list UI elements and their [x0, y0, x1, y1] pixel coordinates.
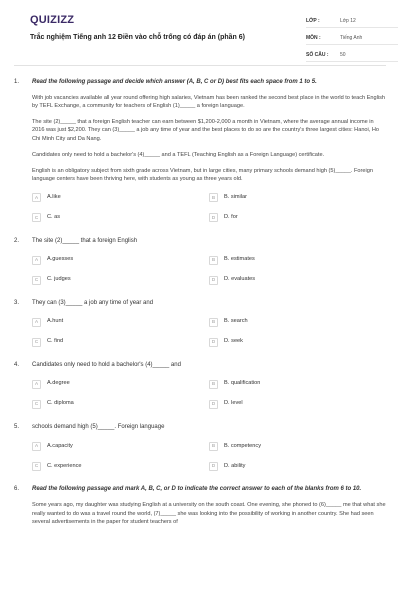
option-letter-box: C — [32, 338, 41, 347]
option-text: C. diploma — [47, 400, 74, 407]
meta-row-count — [306, 48, 398, 62]
question-1 — [14, 78, 386, 237]
page-title: Trắc nghiệm Tiếng anh 12 Điền vào chỗ trống có đáp án (phần 6) — [30, 34, 245, 41]
option-text: C. find — [47, 338, 64, 345]
option-letter-box: B — [209, 442, 218, 451]
passage-paragraph: With job vacancies available all year round offering high salaries, Vietnam has been ranked the second best place in the world to teach English by TEFL Exchange, a community for teachers of English (1)_____ a foreign language. — [32, 95, 386, 110]
meta-info — [306, 14, 398, 65]
question-number: 1. — [14, 79, 20, 85]
passage-paragraph: English is an obligatory subject from sixth grade across Vietnam, but in large cities, many primary schools demand high (5)_____. Foreign language centers have been thriving here, with students as young as three years old. — [32, 167, 373, 182]
question-text: Candidates only need to hold a bachelor's (4)_____ and — [32, 362, 181, 369]
question-3 — [14, 299, 386, 361]
option-c[interactable] — [32, 213, 209, 223]
option-c[interactable] — [32, 337, 209, 347]
option-letter-box: D — [209, 338, 218, 347]
option-text: A.like — [47, 194, 61, 201]
meta-row-class — [306, 14, 398, 28]
option-text: D. for — [224, 214, 238, 221]
option-text: D. ability — [224, 462, 246, 469]
meta-label: SỐ CÂU : — [306, 52, 329, 59]
option-text: A.capacity — [47, 442, 73, 449]
option-text: D. seek — [224, 338, 243, 345]
option-letter-box: C — [32, 400, 41, 409]
question-number: 3. — [14, 300, 20, 307]
question-text: They can (3)_____ a job any time of year and — [32, 300, 154, 307]
question-text: schools demand high (5)_____. Foreign language — [32, 424, 165, 431]
meta-value: 50 — [340, 52, 346, 59]
option-text: B. similar — [224, 194, 247, 201]
option-b[interactable] — [209, 255, 386, 265]
option-text: A.degree — [47, 380, 70, 387]
option-letter-box: C — [32, 213, 41, 222]
question-2 — [14, 237, 386, 299]
meta-value: Lớp 12 — [340, 18, 356, 25]
option-d[interactable] — [209, 461, 386, 471]
option-text: C. judges — [47, 276, 71, 283]
question-number: 2. — [14, 237, 20, 244]
option-letter-box: D — [209, 276, 218, 285]
option-d[interactable] — [209, 399, 386, 409]
answer-options — [32, 441, 386, 485]
passage-paragraph: Candidates only need to hold a bachelor's (4)_____ and a TEFL (Teaching English as a Foreign Language) certificate. — [32, 151, 325, 158]
option-text: D. evaluates — [224, 276, 256, 283]
option-text: C. experience — [47, 462, 82, 469]
option-text: B. search — [224, 318, 248, 325]
option-a[interactable] — [32, 379, 209, 389]
option-a[interactable] — [32, 441, 209, 451]
question-instruction: Read the following passage and mark A, B, C, or D to indicate the correct answer to each of the blanks from 6 to 10. — [32, 486, 362, 493]
passage-paragraph: Some years ago, my daughter was studying English at a university on the south coast. One evening, she phoned to (6)_____ me that what she really wanted to do was a travel round the world, (7)_____ she was looking into the possibility of working in another country. She had seen several advertisements in the paper for student teachers of — [32, 502, 386, 525]
meta-value: Tiếng Anh — [340, 35, 363, 42]
option-b[interactable] — [209, 379, 386, 389]
option-letter-box: B — [209, 380, 218, 389]
option-letter-box: A — [32, 318, 41, 327]
quizizz-logo: QUIZIZZ — [30, 14, 75, 26]
passage-paragraph: The site (2)_____ that a foreign English teacher can earn between $1,200-2,000 a month in Vietnam, where the average annual income in 2016 was just $2,200. They can (3)_____ a job any time of year and the best places to do so are the country's three largest cities: Hanoi, Ho Chi Minh City and Da Nang. — [32, 119, 380, 142]
option-text: B. competency — [224, 442, 261, 449]
option-d[interactable] — [209, 275, 386, 285]
option-letter-box: B — [209, 318, 218, 327]
question-number: 5. — [14, 424, 20, 431]
option-text: A.hunt — [47, 318, 64, 325]
answer-options — [32, 255, 386, 299]
option-b[interactable] — [209, 193, 386, 203]
question-text: The site (2)_____ that a foreign English — [32, 237, 138, 244]
option-text: D. level — [224, 400, 243, 407]
option-d[interactable] — [209, 337, 386, 347]
option-text: B. qualification — [224, 380, 261, 387]
option-text: B. estimates — [224, 256, 255, 263]
option-c[interactable] — [32, 275, 209, 285]
option-a[interactable] — [32, 317, 209, 327]
meta-label: LỚP : — [306, 18, 320, 25]
answer-options — [32, 193, 386, 237]
question-list — [14, 78, 386, 526]
option-d[interactable] — [209, 213, 386, 223]
meta-label: MÔN : — [306, 35, 321, 42]
answer-options — [32, 379, 386, 423]
option-letter-box: B — [209, 193, 218, 202]
option-letter-box: C — [32, 462, 41, 471]
question-number: 4. — [14, 362, 20, 369]
option-letter-box: A — [32, 380, 41, 389]
option-letter-box: D — [209, 213, 218, 222]
option-letter-box: A — [32, 256, 41, 265]
option-letter-box: A — [32, 193, 41, 202]
question-5 — [14, 423, 386, 485]
option-text: A.guesses — [47, 256, 74, 263]
question-4 — [14, 361, 386, 423]
option-letter-box: D — [209, 400, 218, 409]
option-c[interactable] — [32, 399, 209, 409]
option-b[interactable] — [209, 317, 386, 327]
question-number: 6. — [14, 486, 20, 493]
option-text: C. as — [47, 214, 61, 221]
question-6 — [14, 485, 386, 525]
question-instruction: Read the following passage and decide which answer (A, B, C or D) best fits each space from 1 to 5. — [32, 79, 317, 85]
header — [14, 0, 386, 66]
option-letter-box: A — [32, 442, 41, 451]
option-letter-box: C — [32, 276, 41, 285]
option-a[interactable] — [32, 255, 209, 265]
answer-options — [32, 317, 386, 361]
option-c[interactable] — [32, 461, 209, 471]
option-letter-box: B — [209, 256, 218, 265]
option-b[interactable] — [209, 441, 386, 451]
option-letter-box: D — [209, 462, 218, 471]
meta-row-subject — [306, 31, 398, 45]
option-a[interactable] — [32, 193, 209, 203]
